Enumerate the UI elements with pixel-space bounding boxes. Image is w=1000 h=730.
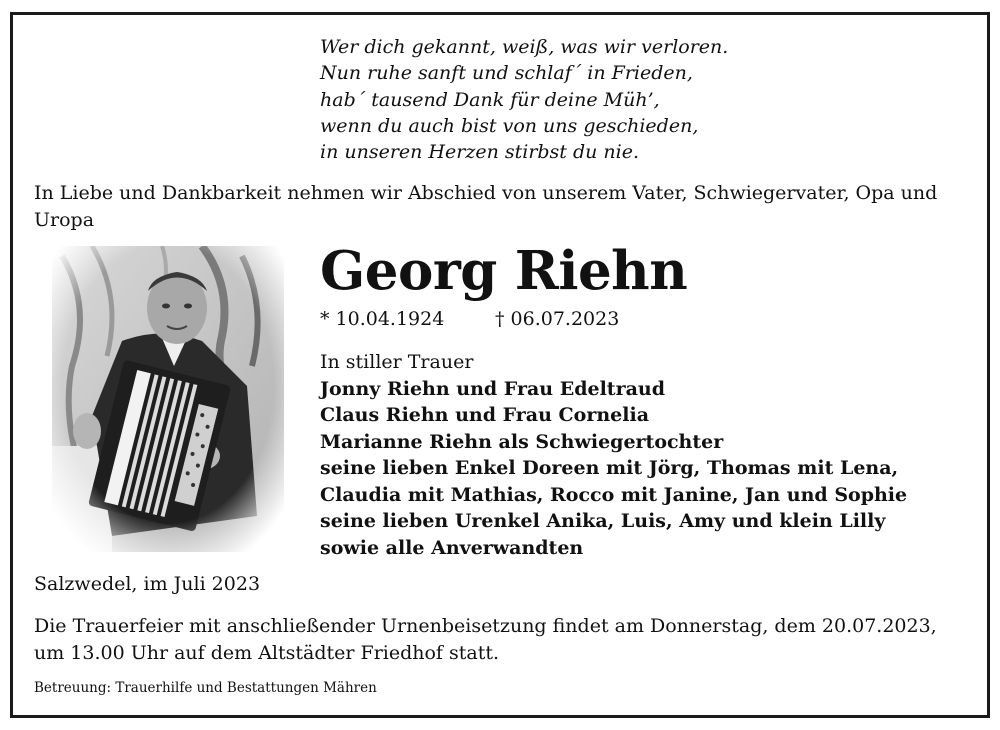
poem-line: Nun ruhe sanft und schlaf´ in Frieden, (320, 62, 693, 85)
mourner-line: Claudia mit Mathias, Rocco mit Janine, Jan und Sophie (320, 483, 908, 506)
farewell-intro: In Liebe und Dankbarkeit nehmen wir Abschied von unserem Vater, Schwiegervater, Opa und Uropa (34, 182, 938, 231)
mourner-line: Marianne Riehn als Schwiegertochter (320, 430, 724, 453)
memorial-poem (320, 34, 960, 165)
portrait-photo (52, 246, 284, 552)
mourners-list (320, 376, 980, 562)
poem-line: Wer dich gekannt, weiß, was wir verloren. (320, 36, 729, 58)
service-line: Die Trauerfeier mit anschließender Urnenbeisetzung findet am Donnerstag, dem 20.07.2023, (34, 615, 937, 637)
deceased-name: Georg Riehn (320, 240, 688, 302)
funeral-service-info (34, 613, 984, 667)
birth-date: * 10.04.1924 (320, 308, 445, 330)
mourner-line: seine lieben Urenkel Anika, Luis, Amy und klein Lilly (320, 510, 886, 532)
poem-line: wenn du auch bist von uns geschieden, (320, 114, 699, 137)
mourner-line: seine lieben Enkel Doreen mit Jörg, Thomas mit Lena, (320, 457, 899, 479)
place-and-date: Salzwedel, im Juli 2023 (34, 573, 261, 595)
poem-line: in unseren Herzen stirbst du nie. (320, 141, 640, 164)
service-line: um 13.00 Uhr auf dem Altstädter Friedhof statt. (34, 642, 500, 664)
mourners-block (320, 349, 980, 561)
mourner-line: Claus Riehn und Frau Cornelia (320, 404, 650, 426)
mourning-heading: In stiller Trauer (320, 351, 474, 373)
life-dates (320, 305, 620, 333)
mourner-line: sowie alle Anverwandten (320, 536, 584, 559)
mourner-line: Jonny Riehn und Frau Edeltraud (320, 377, 665, 400)
funeral-home-credit: Betreuung: Trauerhilfe und Bestattungen Mähren (34, 680, 377, 696)
death-date: † 06.07.2023 (495, 308, 620, 330)
poem-line: hab´ tausend Dank für deine Müh’, (320, 88, 660, 111)
